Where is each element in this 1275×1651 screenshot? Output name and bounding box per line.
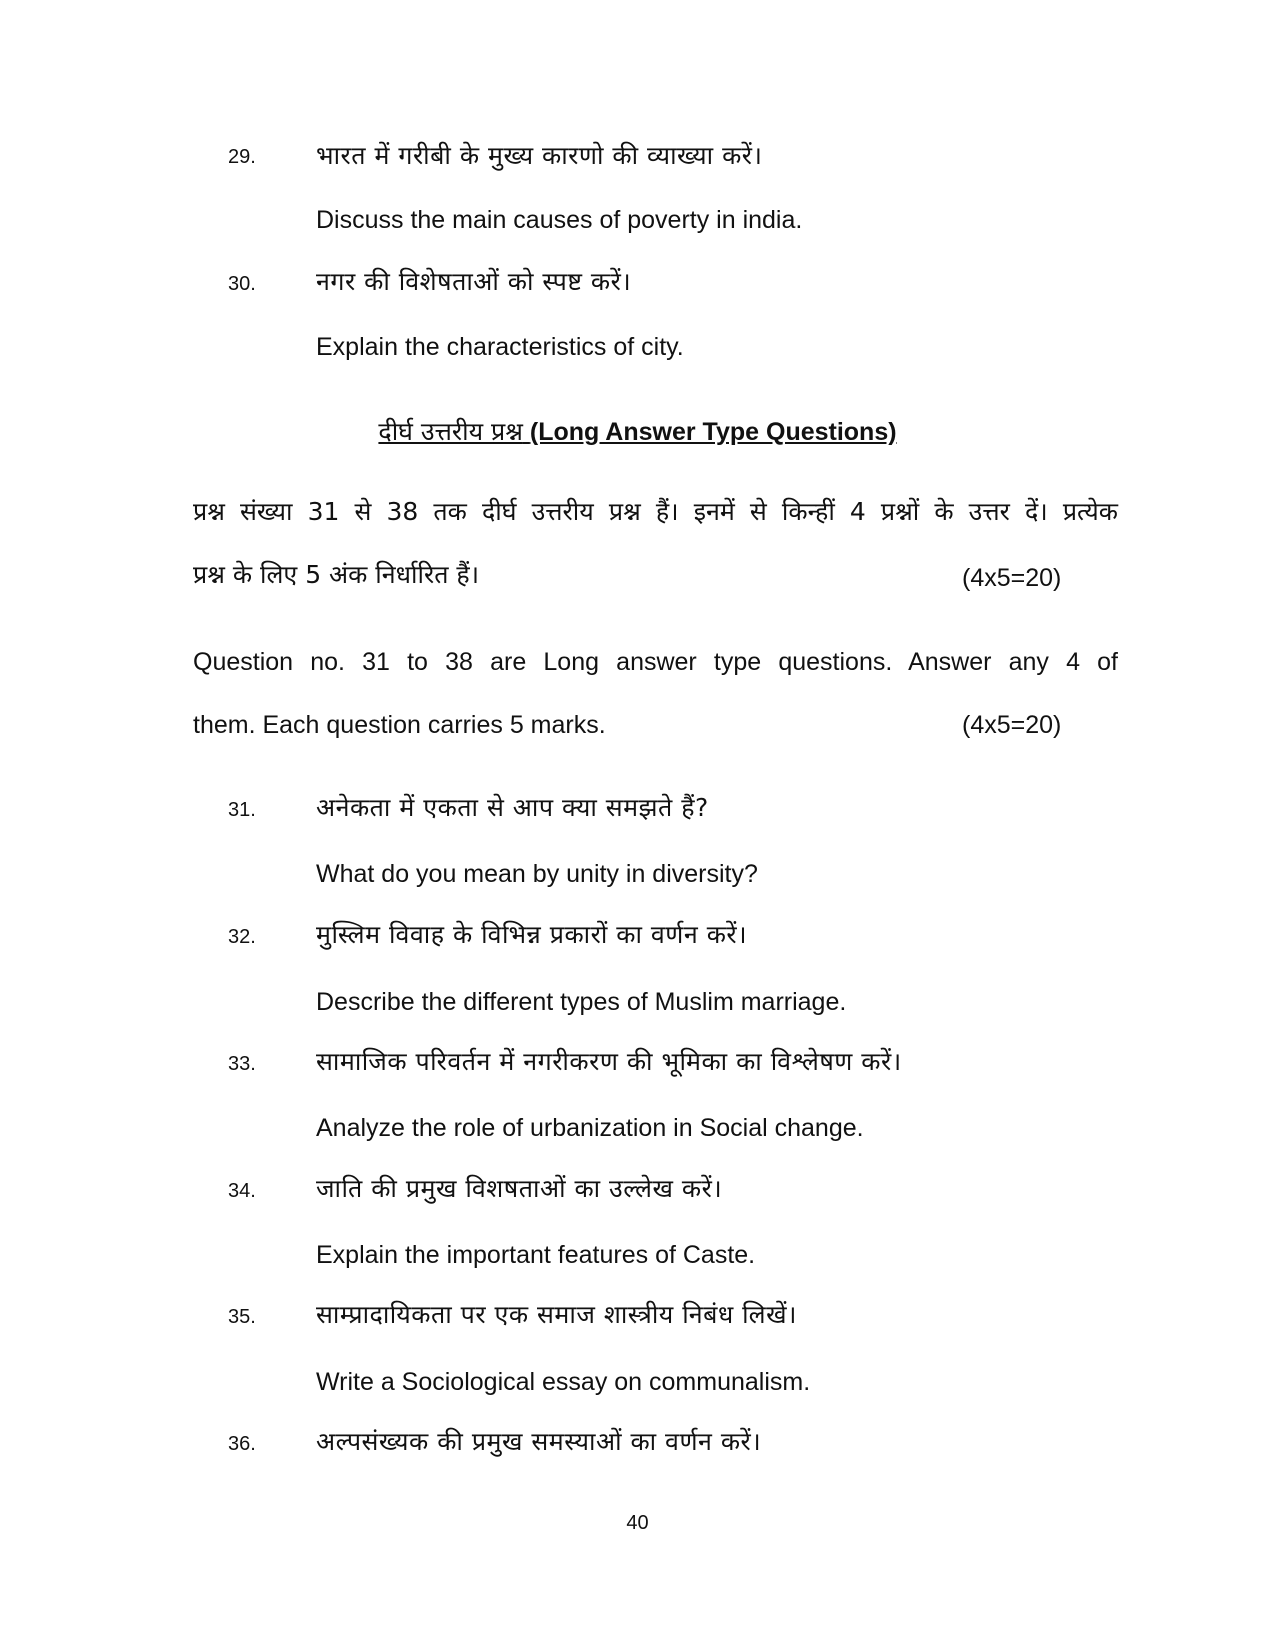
- question-number: 29.: [228, 146, 256, 168]
- question-number: 33.: [228, 1053, 256, 1075]
- question-text-hindi: नगर की विशेषताओं को स्पष्ट करें।: [316, 267, 632, 296]
- question-number: 32.: [228, 926, 256, 948]
- question-text-hindi: सामाजिक परिवर्तन में नगरीकरण की भूमिका का विश्लेषण करें।: [316, 1047, 902, 1076]
- question-text-english: Explain the characteristics of city.: [316, 333, 684, 361]
- question-text-hindi: अनेकता में एकता से आप क्या समझते हैं?: [316, 793, 709, 822]
- question-number: 30.: [228, 273, 256, 295]
- section-title: [0, 414, 1275, 448]
- instructions-english-line1: Question no. 31 to 38 are Long answer type questions. Answer any 4 of: [193, 648, 1118, 676]
- question-number: 34.: [228, 1180, 256, 1202]
- question-text-english: Describe the different types of Muslim marriage.: [316, 988, 847, 1016]
- question-text-hindi: मुस्लिम विवाह के विभिन्न प्रकारों का वर्णन करें।: [316, 920, 748, 949]
- section-title-english: (Long Answer Type Questions): [529, 418, 897, 446]
- question-text-english: What do you mean by unity in diversity?: [316, 860, 758, 888]
- marks-allocation-hindi: (4x5=20): [962, 564, 1062, 592]
- question-text-english: Write a Sociological essay on communalism.: [316, 1368, 811, 1396]
- marks-allocation-english: (4x5=20): [962, 711, 1062, 739]
- instructions-english-line2: them. Each question carries 5 marks.: [193, 711, 606, 739]
- page-number: 40: [626, 1512, 649, 1534]
- instructions-hindi-line1: प्रश्न संख्या 31 से 38 तक दीर्घ उत्तरीय प्रश्न हैं। इनमें से किन्हीं 4 प्रश्नों के उत्तर दें। प्रत्येक: [193, 497, 1118, 526]
- question-text-hindi: जाति की प्रमुख विशषताओं का उल्लेख करें।: [316, 1174, 723, 1203]
- question-number: 35.: [228, 1306, 256, 1328]
- question-text-hindi: अल्पसंख्यक की प्रमुख समस्याओं का वर्णन करें।: [316, 1427, 762, 1456]
- question-number: 36.: [228, 1433, 256, 1455]
- question-text-hindi: भारत में गरीबी के मुख्य कारणो की व्याख्या करें।: [316, 141, 763, 170]
- question-text-hindi: साम्प्रादायिकता पर एक समाज शास्त्रीय निबंध लिखें।: [316, 1300, 798, 1329]
- instructions-hindi-line2: प्रश्न के लिए 5 अंक निर्धारित हैं।: [193, 560, 480, 589]
- question-text-english: Analyze the role of urbanization in Social change.: [316, 1114, 864, 1142]
- question-number: 31.: [228, 799, 256, 821]
- question-text-english: Explain the important features of Caste.: [316, 1241, 756, 1269]
- question-text-english: Discuss the main causes of poverty in india.: [316, 206, 803, 234]
- section-title-hindi: दीर्घ उत्तरीय प्रश्न: [378, 417, 523, 446]
